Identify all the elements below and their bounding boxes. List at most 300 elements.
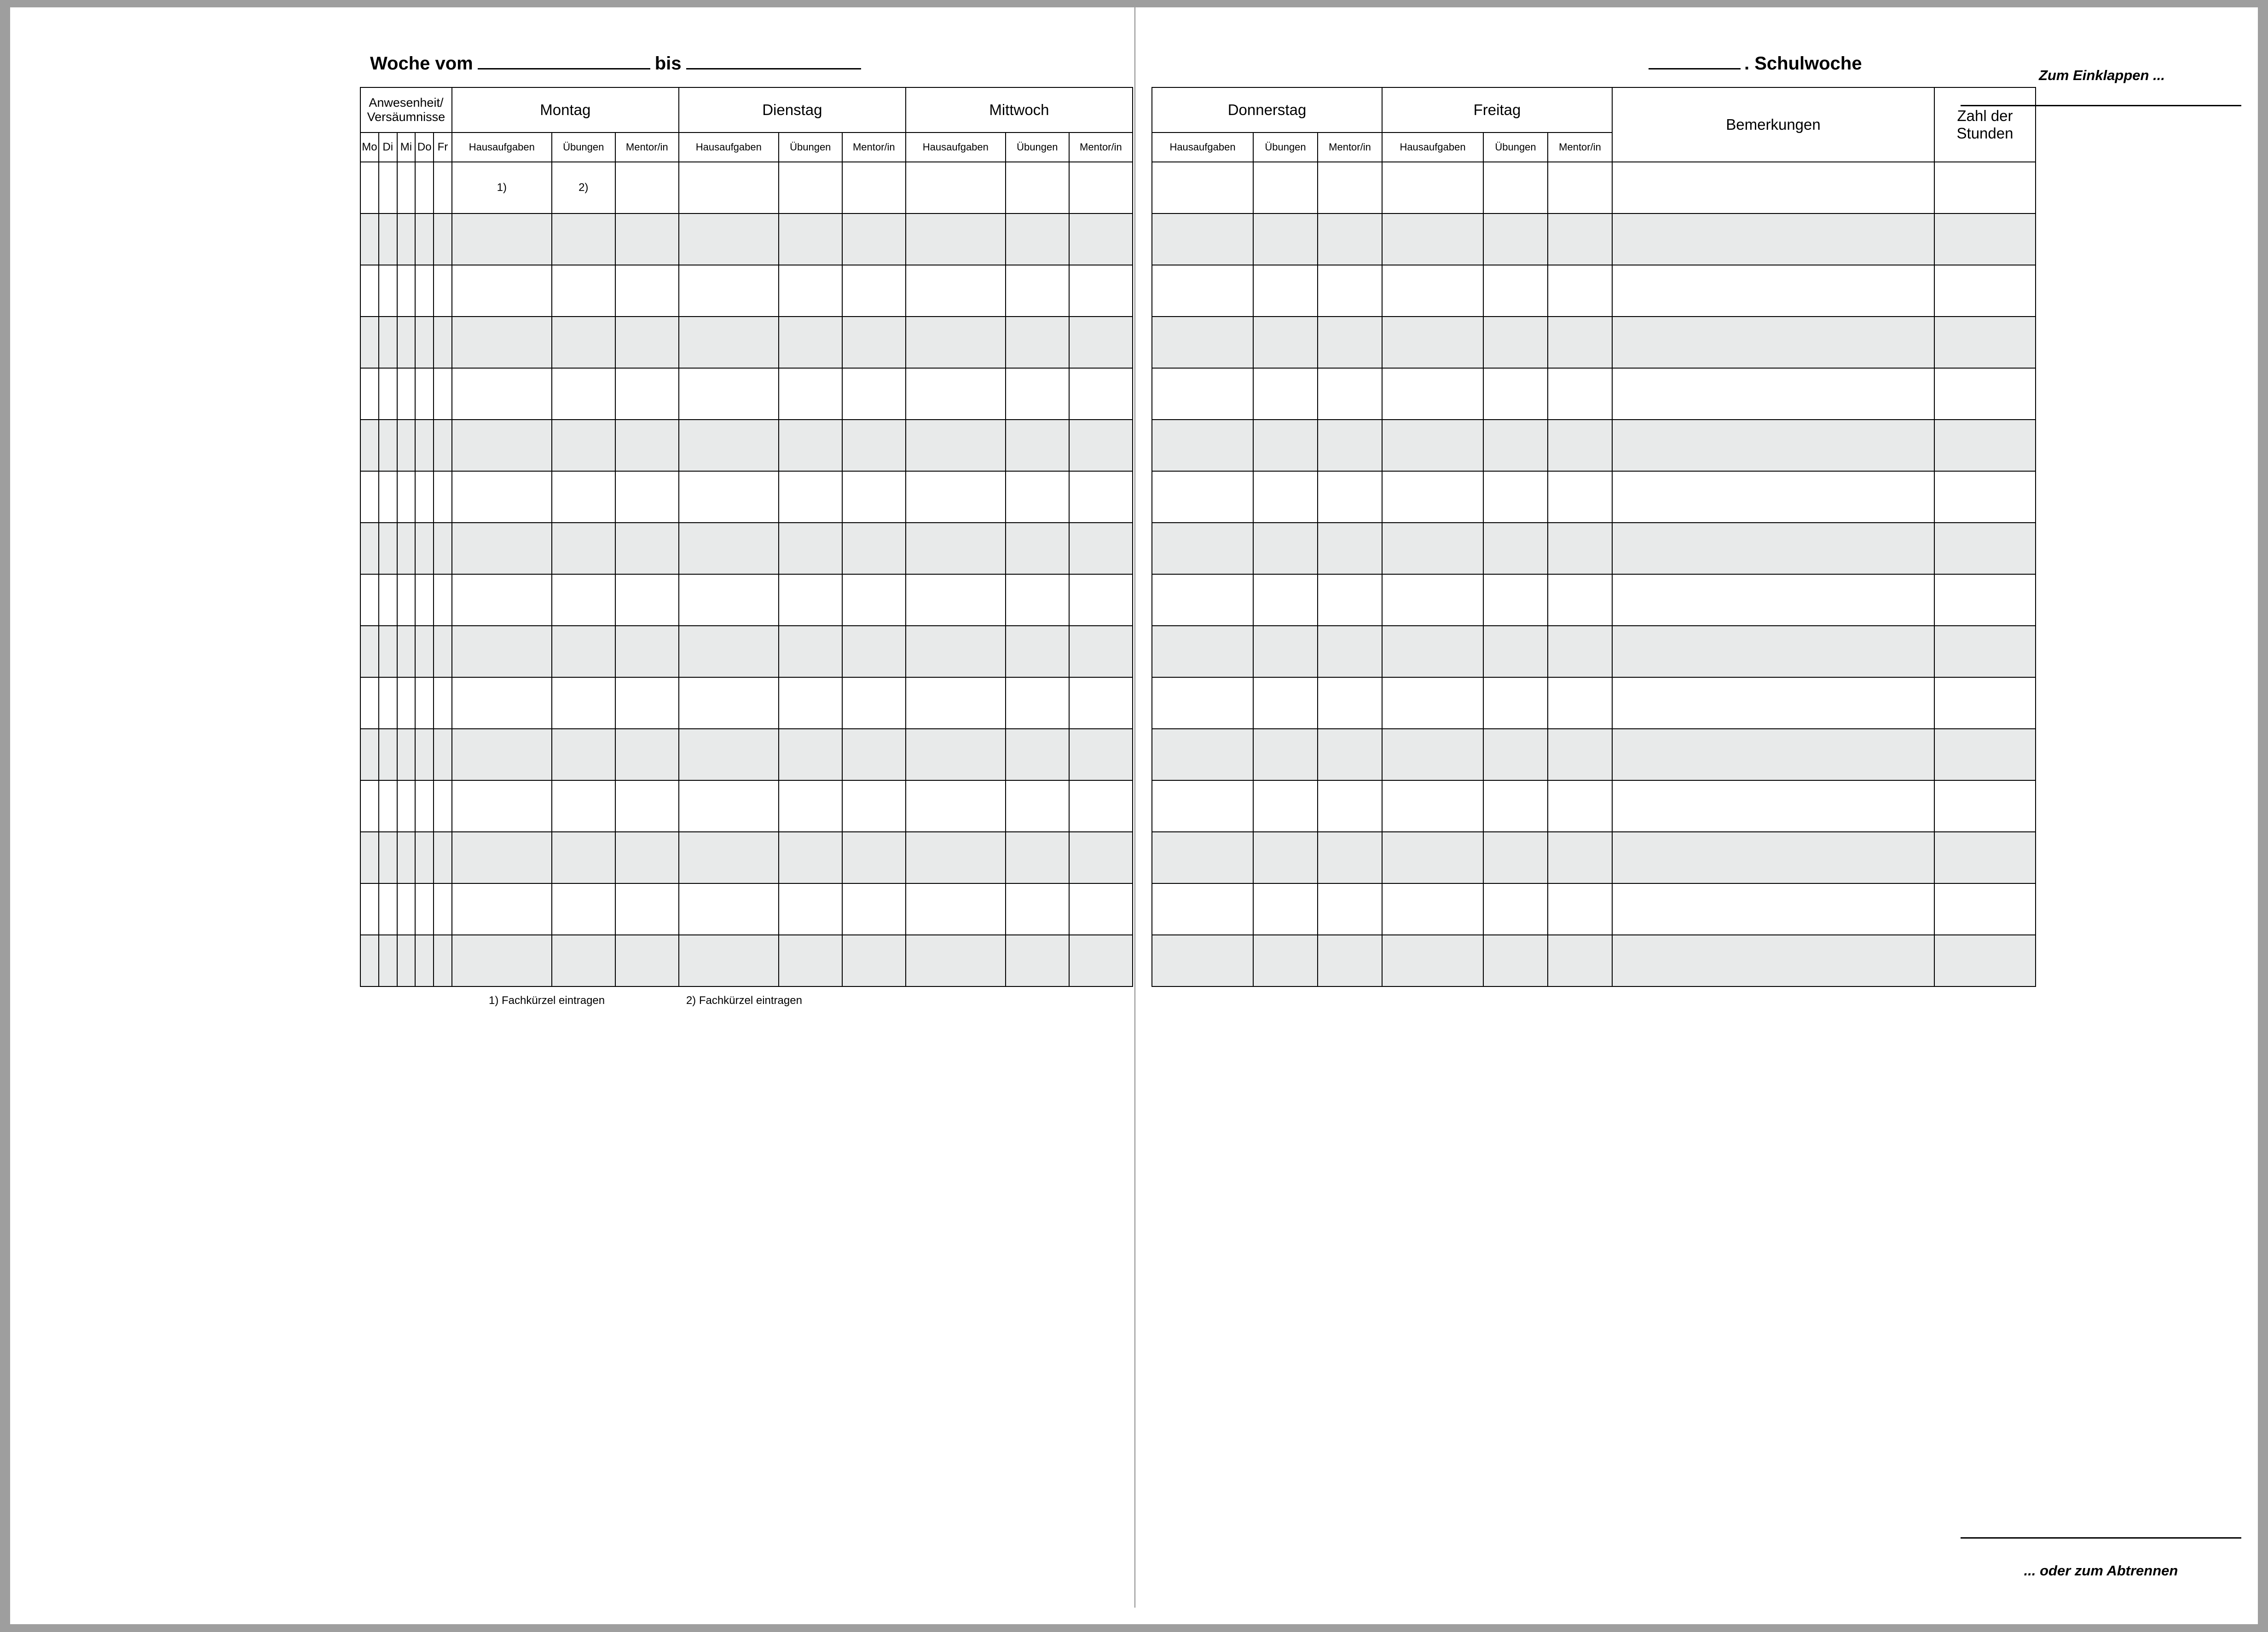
cell-freitag-uebungen[interactable] <box>1483 677 1548 729</box>
cell-dienstag-mentor[interactable] <box>842 162 906 213</box>
cell-mittwoch-hausaufgaben[interactable] <box>906 780 1006 832</box>
cell-dienstag-uebungen[interactable] <box>779 935 842 986</box>
cell-mi[interactable] <box>397 883 416 935</box>
cell-freitag-uebungen[interactable] <box>1483 832 1548 883</box>
cell-montag-uebungen[interactable] <box>552 317 615 368</box>
cell-mo[interactable] <box>360 213 379 265</box>
cell-zahl-der-stunden[interactable] <box>1934 317 2036 368</box>
cell-mi[interactable] <box>397 523 416 574</box>
cell-di[interactable] <box>379 574 397 626</box>
cell-freitag-uebungen[interactable] <box>1483 780 1548 832</box>
cell-dienstag-uebungen[interactable] <box>779 213 842 265</box>
cell-zahl-der-stunden[interactable] <box>1934 574 2036 626</box>
cell-mittwoch-uebungen[interactable] <box>1006 574 1069 626</box>
cell-montag-uebungen[interactable] <box>552 883 615 935</box>
table-row[interactable] <box>360 729 1133 780</box>
cell-mittwoch-uebungen[interactable] <box>1006 317 1069 368</box>
cell-montag-mentor[interactable] <box>615 780 679 832</box>
cell-donnerstag-hausaufgaben[interactable] <box>1152 677 1253 729</box>
cell-mittwoch-hausaufgaben[interactable] <box>906 574 1006 626</box>
cell-freitag-mentor[interactable] <box>1548 935 1612 986</box>
cell-mi[interactable] <box>397 162 416 213</box>
cell-di[interactable] <box>379 935 397 986</box>
cell-donnerstag-hausaufgaben[interactable] <box>1152 729 1253 780</box>
cell-donnerstag-uebungen[interactable] <box>1253 213 1318 265</box>
cell-do[interactable] <box>415 883 434 935</box>
cell-freitag-hausaufgaben[interactable] <box>1382 574 1483 626</box>
cell-montag-uebungen[interactable] <box>552 523 615 574</box>
cell-donnerstag-uebungen[interactable] <box>1253 729 1318 780</box>
cell-montag-uebungen[interactable]: 2) <box>552 162 615 213</box>
cell-do[interactable] <box>415 729 434 780</box>
cell-donnerstag-uebungen[interactable] <box>1253 420 1318 471</box>
cell-freitag-hausaufgaben[interactable] <box>1382 523 1483 574</box>
table-row[interactable] <box>360 213 1133 265</box>
cell-freitag-mentor[interactable] <box>1548 677 1612 729</box>
cell-dienstag-uebungen[interactable] <box>779 729 842 780</box>
cell-do[interactable] <box>415 523 434 574</box>
cell-montag-mentor[interactable] <box>615 368 679 420</box>
cell-montag-hausaufgaben[interactable] <box>452 213 552 265</box>
cell-mi[interactable] <box>397 832 416 883</box>
cell-donnerstag-hausaufgaben[interactable] <box>1152 574 1253 626</box>
table-row[interactable] <box>360 368 1133 420</box>
cell-do[interactable] <box>415 368 434 420</box>
cell-montag-mentor[interactable] <box>615 626 679 677</box>
cell-dienstag-hausaufgaben[interactable] <box>679 265 779 317</box>
cell-freitag-uebungen[interactable] <box>1483 935 1548 986</box>
woche-vom-blank-line[interactable] <box>478 54 650 69</box>
cell-montag-uebungen[interactable] <box>552 213 615 265</box>
cell-freitag-uebungen[interactable] <box>1483 162 1548 213</box>
cell-dienstag-hausaufgaben[interactable] <box>679 213 779 265</box>
cell-dienstag-uebungen[interactable] <box>779 832 842 883</box>
cell-donnerstag-hausaufgaben[interactable] <box>1152 265 1253 317</box>
cell-dienstag-uebungen[interactable] <box>779 883 842 935</box>
cell-mittwoch-uebungen[interactable] <box>1006 162 1069 213</box>
cell-freitag-hausaufgaben[interactable] <box>1382 832 1483 883</box>
cell-donnerstag-mentor[interactable] <box>1318 265 1382 317</box>
cell-mittwoch-hausaufgaben[interactable] <box>906 471 1006 523</box>
cell-mittwoch-uebungen[interactable] <box>1006 729 1069 780</box>
cell-donnerstag-uebungen[interactable] <box>1253 780 1318 832</box>
cell-freitag-uebungen[interactable] <box>1483 883 1548 935</box>
cell-mittwoch-hausaufgaben[interactable] <box>906 935 1006 986</box>
cell-dienstag-uebungen[interactable] <box>779 368 842 420</box>
cell-freitag-hausaufgaben[interactable] <box>1382 471 1483 523</box>
cell-fr[interactable] <box>434 626 452 677</box>
cell-freitag-uebungen[interactable] <box>1483 317 1548 368</box>
cell-fr[interactable] <box>434 523 452 574</box>
table-row[interactable] <box>360 574 1133 626</box>
cell-fr[interactable] <box>434 677 452 729</box>
cell-mittwoch-uebungen[interactable] <box>1006 265 1069 317</box>
cell-dienstag-hausaufgaben[interactable] <box>679 162 779 213</box>
cell-donnerstag-mentor[interactable] <box>1318 574 1382 626</box>
cell-do[interactable] <box>415 213 434 265</box>
cell-donnerstag-uebungen[interactable] <box>1253 265 1318 317</box>
cell-mittwoch-uebungen[interactable] <box>1006 368 1069 420</box>
cell-donnerstag-uebungen[interactable] <box>1253 677 1318 729</box>
cell-montag-mentor[interactable] <box>615 883 679 935</box>
cell-freitag-mentor[interactable] <box>1548 729 1612 780</box>
cell-di[interactable] <box>379 626 397 677</box>
cell-donnerstag-hausaufgaben[interactable] <box>1152 832 1253 883</box>
cell-fr[interactable] <box>434 213 452 265</box>
cell-montag-hausaufgaben[interactable] <box>452 420 552 471</box>
cell-dienstag-uebungen[interactable] <box>779 265 842 317</box>
cell-donnerstag-hausaufgaben[interactable] <box>1152 523 1253 574</box>
cell-freitag-mentor[interactable] <box>1548 265 1612 317</box>
cell-freitag-uebungen[interactable] <box>1483 368 1548 420</box>
cell-bemerkungen[interactable] <box>1612 574 1934 626</box>
cell-zahl-der-stunden[interactable] <box>1934 883 2036 935</box>
cell-donnerstag-hausaufgaben[interactable] <box>1152 368 1253 420</box>
cell-mo[interactable] <box>360 162 379 213</box>
table-row[interactable] <box>1152 626 2036 677</box>
cell-di[interactable] <box>379 213 397 265</box>
cell-di[interactable] <box>379 780 397 832</box>
cell-bemerkungen[interactable] <box>1612 471 1934 523</box>
cell-do[interactable] <box>415 471 434 523</box>
cell-bemerkungen[interactable] <box>1612 213 1934 265</box>
cell-mittwoch-hausaufgaben[interactable] <box>906 213 1006 265</box>
cell-mi[interactable] <box>397 574 416 626</box>
table-row[interactable] <box>360 162 1133 213</box>
cell-freitag-hausaufgaben[interactable] <box>1382 162 1483 213</box>
cell-freitag-uebungen[interactable] <box>1483 265 1548 317</box>
table-row[interactable] <box>360 883 1133 935</box>
cell-montag-uebungen[interactable] <box>552 574 615 626</box>
cell-fr[interactable] <box>434 265 452 317</box>
cell-dienstag-uebungen[interactable] <box>779 677 842 729</box>
cell-montag-hausaufgaben[interactable]: 1) <box>452 162 552 213</box>
cell-montag-mentor[interactable] <box>615 420 679 471</box>
cell-do[interactable] <box>415 574 434 626</box>
cell-mittwoch-mentor[interactable] <box>1069 420 1133 471</box>
cell-fr[interactable] <box>434 780 452 832</box>
cell-zahl-der-stunden[interactable] <box>1934 523 2036 574</box>
cell-fr[interactable] <box>434 317 452 368</box>
cell-dienstag-hausaufgaben[interactable] <box>679 471 779 523</box>
cell-bemerkungen[interactable] <box>1612 162 1934 213</box>
cell-mi[interactable] <box>397 729 416 780</box>
cell-do[interactable] <box>415 317 434 368</box>
cell-montag-mentor[interactable] <box>615 523 679 574</box>
table-row[interactable] <box>1152 832 2036 883</box>
cell-mi[interactable] <box>397 265 416 317</box>
cell-mo[interactable] <box>360 729 379 780</box>
cell-donnerstag-hausaufgaben[interactable] <box>1152 471 1253 523</box>
cell-donnerstag-mentor[interactable] <box>1318 626 1382 677</box>
cell-dienstag-hausaufgaben[interactable] <box>679 574 779 626</box>
table-row[interactable] <box>1152 471 2036 523</box>
table-row[interactable] <box>1152 677 2036 729</box>
cell-mittwoch-mentor[interactable] <box>1069 265 1133 317</box>
cell-freitag-hausaufgaben[interactable] <box>1382 780 1483 832</box>
cell-montag-hausaufgaben[interactable] <box>452 265 552 317</box>
cell-montag-hausaufgaben[interactable] <box>452 626 552 677</box>
cell-mo[interactable] <box>360 368 379 420</box>
cell-di[interactable] <box>379 883 397 935</box>
cell-freitag-mentor[interactable] <box>1548 471 1612 523</box>
cell-donnerstag-uebungen[interactable] <box>1253 317 1318 368</box>
cell-fr[interactable] <box>434 832 452 883</box>
cell-freitag-hausaufgaben[interactable] <box>1382 677 1483 729</box>
cell-mittwoch-uebungen[interactable] <box>1006 523 1069 574</box>
cell-freitag-mentor[interactable] <box>1548 780 1612 832</box>
cell-fr[interactable] <box>434 883 452 935</box>
cell-di[interactable] <box>379 832 397 883</box>
cell-montag-uebungen[interactable] <box>552 471 615 523</box>
cell-dienstag-uebungen[interactable] <box>779 317 842 368</box>
cell-freitag-hausaufgaben[interactable] <box>1382 213 1483 265</box>
cell-montag-uebungen[interactable] <box>552 368 615 420</box>
table-row[interactable] <box>360 317 1133 368</box>
cell-dienstag-mentor[interactable] <box>842 574 906 626</box>
table-row[interactable] <box>360 780 1133 832</box>
cell-mo[interactable] <box>360 780 379 832</box>
cell-dienstag-hausaufgaben[interactable] <box>679 780 779 832</box>
cell-zahl-der-stunden[interactable] <box>1934 832 2036 883</box>
cell-freitag-mentor[interactable] <box>1548 368 1612 420</box>
cell-mittwoch-hausaufgaben[interactable] <box>906 523 1006 574</box>
cell-mi[interactable] <box>397 317 416 368</box>
cell-mittwoch-mentor[interactable] <box>1069 780 1133 832</box>
cell-bemerkungen[interactable] <box>1612 832 1934 883</box>
cell-mi[interactable] <box>397 420 416 471</box>
cell-freitag-hausaufgaben[interactable] <box>1382 729 1483 780</box>
table-row[interactable] <box>360 832 1133 883</box>
cell-montag-hausaufgaben[interactable] <box>452 368 552 420</box>
cell-mi[interactable] <box>397 677 416 729</box>
cell-mittwoch-hausaufgaben[interactable] <box>906 368 1006 420</box>
cell-montag-hausaufgaben[interactable] <box>452 523 552 574</box>
cell-donnerstag-mentor[interactable] <box>1318 883 1382 935</box>
cell-dienstag-hausaufgaben[interactable] <box>679 368 779 420</box>
cell-fr[interactable] <box>434 935 452 986</box>
cell-montag-hausaufgaben[interactable] <box>452 677 552 729</box>
cell-donnerstag-mentor[interactable] <box>1318 368 1382 420</box>
cell-montag-uebungen[interactable] <box>552 265 615 317</box>
cell-zahl-der-stunden[interactable] <box>1934 677 2036 729</box>
cell-dienstag-mentor[interactable] <box>842 368 906 420</box>
cell-zahl-der-stunden[interactable] <box>1934 471 2036 523</box>
table-row[interactable] <box>1152 213 2036 265</box>
cell-donnerstag-hausaufgaben[interactable] <box>1152 626 1253 677</box>
cell-donnerstag-hausaufgaben[interactable] <box>1152 883 1253 935</box>
cell-freitag-uebungen[interactable] <box>1483 420 1548 471</box>
cell-mittwoch-mentor[interactable] <box>1069 574 1133 626</box>
cell-dienstag-mentor[interactable] <box>842 780 906 832</box>
cell-donnerstag-mentor[interactable] <box>1318 213 1382 265</box>
cell-montag-hausaufgaben[interactable] <box>452 317 552 368</box>
cell-freitag-uebungen[interactable] <box>1483 729 1548 780</box>
cell-di[interactable] <box>379 265 397 317</box>
cell-mittwoch-hausaufgaben[interactable] <box>906 832 1006 883</box>
cell-do[interactable] <box>415 677 434 729</box>
cell-mittwoch-hausaufgaben[interactable] <box>906 420 1006 471</box>
cell-di[interactable] <box>379 471 397 523</box>
cell-di[interactable] <box>379 368 397 420</box>
table-row[interactable] <box>360 935 1133 986</box>
cell-do[interactable] <box>415 935 434 986</box>
cell-montag-hausaufgaben[interactable] <box>452 780 552 832</box>
bis-blank-line[interactable] <box>686 54 861 69</box>
cell-mittwoch-hausaufgaben[interactable] <box>906 317 1006 368</box>
cell-mo[interactable] <box>360 317 379 368</box>
cell-mittwoch-hausaufgaben[interactable] <box>906 162 1006 213</box>
cell-freitag-hausaufgaben[interactable] <box>1382 883 1483 935</box>
cell-dienstag-uebungen[interactable] <box>779 162 842 213</box>
cell-bemerkungen[interactable] <box>1612 420 1934 471</box>
cell-mo[interactable] <box>360 883 379 935</box>
cell-mittwoch-hausaufgaben[interactable] <box>906 729 1006 780</box>
cell-donnerstag-uebungen[interactable] <box>1253 523 1318 574</box>
cell-freitag-hausaufgaben[interactable] <box>1382 935 1483 986</box>
cell-dienstag-uebungen[interactable] <box>779 523 842 574</box>
table-row[interactable] <box>1152 317 2036 368</box>
cell-mi[interactable] <box>397 626 416 677</box>
cell-mittwoch-uebungen[interactable] <box>1006 626 1069 677</box>
cell-bemerkungen[interactable] <box>1612 368 1934 420</box>
cell-donnerstag-mentor[interactable] <box>1318 729 1382 780</box>
cell-montag-mentor[interactable] <box>615 317 679 368</box>
cell-bemerkungen[interactable] <box>1612 883 1934 935</box>
cell-bemerkungen[interactable] <box>1612 677 1934 729</box>
cell-dienstag-uebungen[interactable] <box>779 780 842 832</box>
table-row[interactable] <box>1152 523 2036 574</box>
cell-fr[interactable] <box>434 420 452 471</box>
table-row[interactable] <box>1152 162 2036 213</box>
cell-zahl-der-stunden[interactable] <box>1934 265 2036 317</box>
cell-mittwoch-uebungen[interactable] <box>1006 677 1069 729</box>
cell-donnerstag-uebungen[interactable] <box>1253 162 1318 213</box>
cell-donnerstag-uebungen[interactable] <box>1253 832 1318 883</box>
cell-zahl-der-stunden[interactable] <box>1934 162 2036 213</box>
cell-dienstag-hausaufgaben[interactable] <box>679 626 779 677</box>
cell-dienstag-mentor[interactable] <box>842 523 906 574</box>
schulwoche-blank-line[interactable] <box>1649 54 1741 69</box>
cell-donnerstag-uebungen[interactable] <box>1253 626 1318 677</box>
cell-mittwoch-hausaufgaben[interactable] <box>906 265 1006 317</box>
cell-freitag-mentor[interactable] <box>1548 420 1612 471</box>
cell-dienstag-mentor[interactable] <box>842 420 906 471</box>
table-row[interactable] <box>360 471 1133 523</box>
cell-di[interactable] <box>379 162 397 213</box>
cell-zahl-der-stunden[interactable] <box>1934 780 2036 832</box>
cell-donnerstag-mentor[interactable] <box>1318 471 1382 523</box>
cell-dienstag-hausaufgaben[interactable] <box>679 420 779 471</box>
cell-zahl-der-stunden[interactable] <box>1934 626 2036 677</box>
cell-zahl-der-stunden[interactable] <box>1934 420 2036 471</box>
cell-fr[interactable] <box>434 162 452 213</box>
cell-mo[interactable] <box>360 420 379 471</box>
cell-montag-uebungen[interactable] <box>552 832 615 883</box>
cell-donnerstag-uebungen[interactable] <box>1253 935 1318 986</box>
cell-donnerstag-mentor[interactable] <box>1318 523 1382 574</box>
cell-donnerstag-hausaufgaben[interactable] <box>1152 213 1253 265</box>
cell-dienstag-hausaufgaben[interactable] <box>679 832 779 883</box>
cell-mo[interactable] <box>360 265 379 317</box>
cell-dienstag-uebungen[interactable] <box>779 420 842 471</box>
cell-fr[interactable] <box>434 729 452 780</box>
cell-mo[interactable] <box>360 471 379 523</box>
cell-di[interactable] <box>379 317 397 368</box>
cell-montag-mentor[interactable] <box>615 832 679 883</box>
cell-mittwoch-mentor[interactable] <box>1069 729 1133 780</box>
cell-mo[interactable] <box>360 523 379 574</box>
cell-montag-mentor[interactable] <box>615 935 679 986</box>
cell-donnerstag-uebungen[interactable] <box>1253 471 1318 523</box>
cell-di[interactable] <box>379 677 397 729</box>
cell-freitag-hausaufgaben[interactable] <box>1382 317 1483 368</box>
cell-montag-uebungen[interactable] <box>552 780 615 832</box>
cell-freitag-hausaufgaben[interactable] <box>1382 420 1483 471</box>
cell-mo[interactable] <box>360 935 379 986</box>
cell-montag-uebungen[interactable] <box>552 729 615 780</box>
cell-bemerkungen[interactable] <box>1612 780 1934 832</box>
cell-montag-uebungen[interactable] <box>552 935 615 986</box>
cell-montag-uebungen[interactable] <box>552 626 615 677</box>
cell-mittwoch-uebungen[interactable] <box>1006 780 1069 832</box>
cell-montag-uebungen[interactable] <box>552 677 615 729</box>
cell-mittwoch-mentor[interactable] <box>1069 832 1133 883</box>
cell-dienstag-uebungen[interactable] <box>779 626 842 677</box>
cell-dienstag-mentor[interactable] <box>842 729 906 780</box>
cell-mo[interactable] <box>360 832 379 883</box>
cell-donnerstag-hausaufgaben[interactable] <box>1152 780 1253 832</box>
cell-freitag-mentor[interactable] <box>1548 883 1612 935</box>
cell-mittwoch-mentor[interactable] <box>1069 213 1133 265</box>
cell-zahl-der-stunden[interactable] <box>1934 213 2036 265</box>
cell-dienstag-mentor[interactable] <box>842 883 906 935</box>
cell-montag-hausaufgaben[interactable] <box>452 471 552 523</box>
cell-montag-mentor[interactable] <box>615 213 679 265</box>
cell-dienstag-mentor[interactable] <box>842 832 906 883</box>
cell-do[interactable] <box>415 780 434 832</box>
cell-donnerstag-hausaufgaben[interactable] <box>1152 162 1253 213</box>
cell-mittwoch-mentor[interactable] <box>1069 677 1133 729</box>
cell-dienstag-mentor[interactable] <box>842 317 906 368</box>
cell-dienstag-hausaufgaben[interactable] <box>679 677 779 729</box>
table-row[interactable] <box>360 626 1133 677</box>
cell-freitag-hausaufgaben[interactable] <box>1382 368 1483 420</box>
cell-dienstag-hausaufgaben[interactable] <box>679 935 779 986</box>
cell-mittwoch-mentor[interactable] <box>1069 883 1133 935</box>
cell-zahl-der-stunden[interactable] <box>1934 935 2036 986</box>
cell-mittwoch-uebungen[interactable] <box>1006 832 1069 883</box>
table-row[interactable] <box>1152 729 2036 780</box>
cell-montag-hausaufgaben[interactable] <box>452 574 552 626</box>
cell-mittwoch-uebungen[interactable] <box>1006 935 1069 986</box>
cell-dienstag-uebungen[interactable] <box>779 471 842 523</box>
cell-donnerstag-mentor[interactable] <box>1318 935 1382 986</box>
cell-donnerstag-mentor[interactable] <box>1318 317 1382 368</box>
cell-mi[interactable] <box>397 935 416 986</box>
table-row[interactable] <box>1152 935 2036 986</box>
cell-dienstag-hausaufgaben[interactable] <box>679 729 779 780</box>
cell-mo[interactable] <box>360 626 379 677</box>
cell-donnerstag-mentor[interactable] <box>1318 162 1382 213</box>
cell-mittwoch-mentor[interactable] <box>1069 471 1133 523</box>
cell-zahl-der-stunden[interactable] <box>1934 368 2036 420</box>
cell-mittwoch-mentor[interactable] <box>1069 626 1133 677</box>
cell-freitag-mentor[interactable] <box>1548 162 1612 213</box>
cell-dienstag-mentor[interactable] <box>842 677 906 729</box>
cell-donnerstag-hausaufgaben[interactable] <box>1152 420 1253 471</box>
cell-donnerstag-uebungen[interactable] <box>1253 574 1318 626</box>
